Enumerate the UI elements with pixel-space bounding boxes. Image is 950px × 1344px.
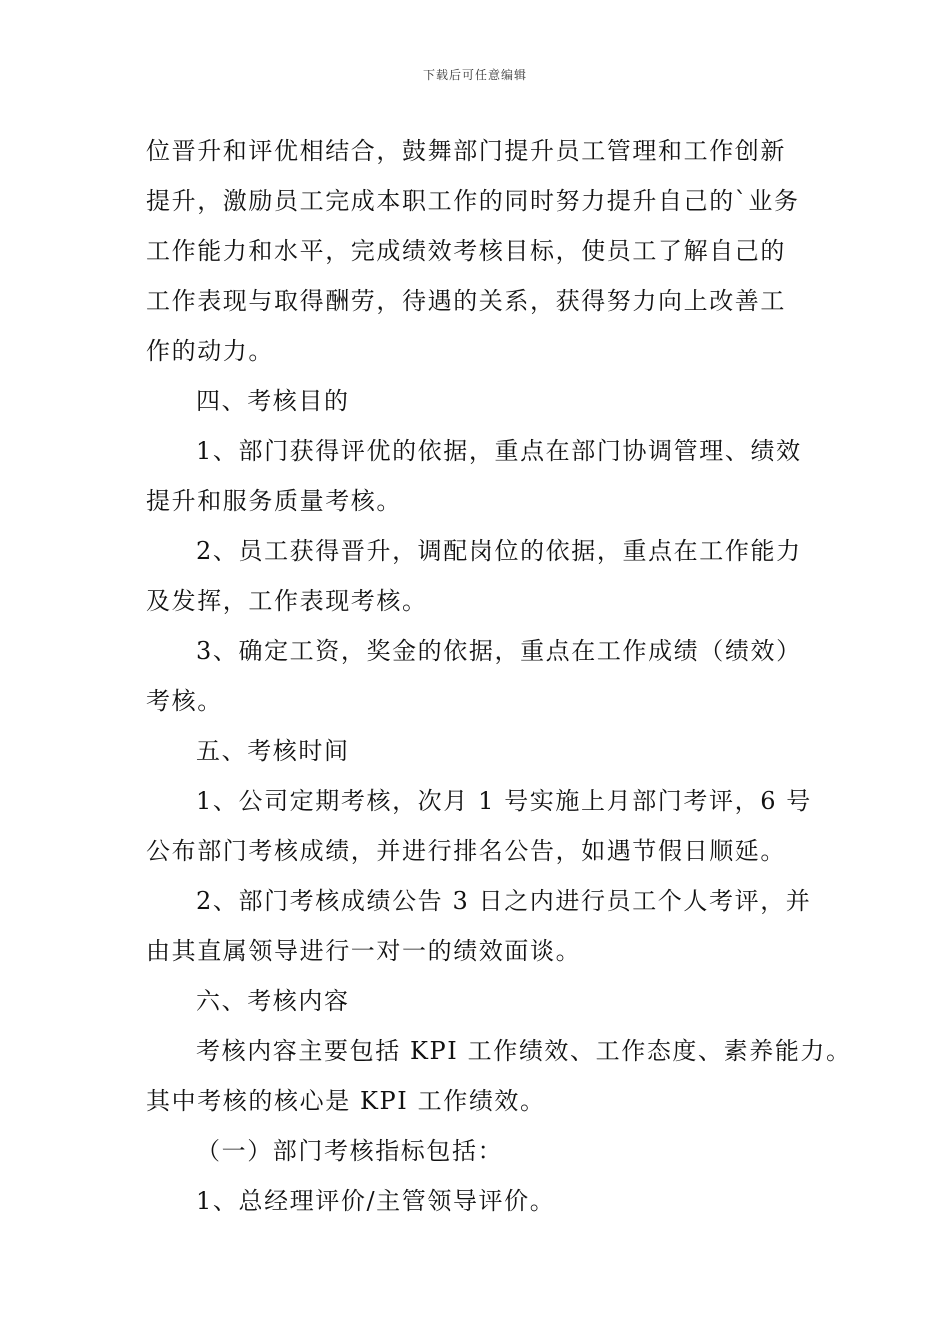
- text-line: 提升，激励员工完成本职工作的同时努力提升自己的`业务: [146, 187, 800, 215]
- text-line: 工作能力和水平，完成绩效考核目标，使员工了解自己的: [146, 237, 786, 265]
- text-line: 考核。: [146, 687, 223, 715]
- section-heading: 四、考核目的: [196, 387, 350, 415]
- text-line: 1、总经理评价/主管领导评价。: [196, 1187, 556, 1215]
- text-line: 公布部门考核成绩，并进行排名公告，如遇节假日顺延。: [146, 837, 786, 865]
- page-header-note: 下载后可任意编辑: [422, 68, 527, 82]
- text-line: 工作表现与取得酬劳，待遇的关系，获得努力向上改善工: [146, 287, 786, 315]
- text-line: 其中考核的核心是 KPI 工作绩效。: [146, 1087, 546, 1115]
- text-line: 提升和服务质量考核。: [146, 487, 402, 515]
- text-line: 1、公司定期考核，次月 1 号实施上月部门考评，6 号: [196, 787, 812, 815]
- subsection-heading: （一）部门考核指标包括：: [196, 1137, 504, 1165]
- text-line: 考核内容主要包括 KPI 工作绩效、工作态度、素养能力。: [196, 1037, 852, 1065]
- text-line: 及发挥，工作表现考核。: [146, 587, 428, 615]
- section-heading: 六、考核内容: [196, 987, 350, 1015]
- document-body: [146, 126, 852, 1226]
- text-line: 由其直属领导进行一对一的绩效面谈。: [146, 937, 582, 965]
- text-line: 2、部门考核成绩公告 3 日之内进行员工个人考评，并: [196, 887, 812, 915]
- text-line: 位晋升和评优相结合，鼓舞部门提升员工管理和工作创新: [146, 137, 786, 165]
- text-line: 2、员工获得晋升，调配岗位的依据，重点在工作能力: [196, 537, 802, 565]
- text-line: 1、部门获得评优的依据，重点在部门协调管理、绩效: [196, 437, 802, 465]
- section-heading: 五、考核时间: [196, 737, 350, 765]
- text-line: 3、确定工资，奖金的依据，重点在工作成绩（绩效）: [196, 637, 802, 665]
- text-line: 作的动力。: [146, 337, 274, 365]
